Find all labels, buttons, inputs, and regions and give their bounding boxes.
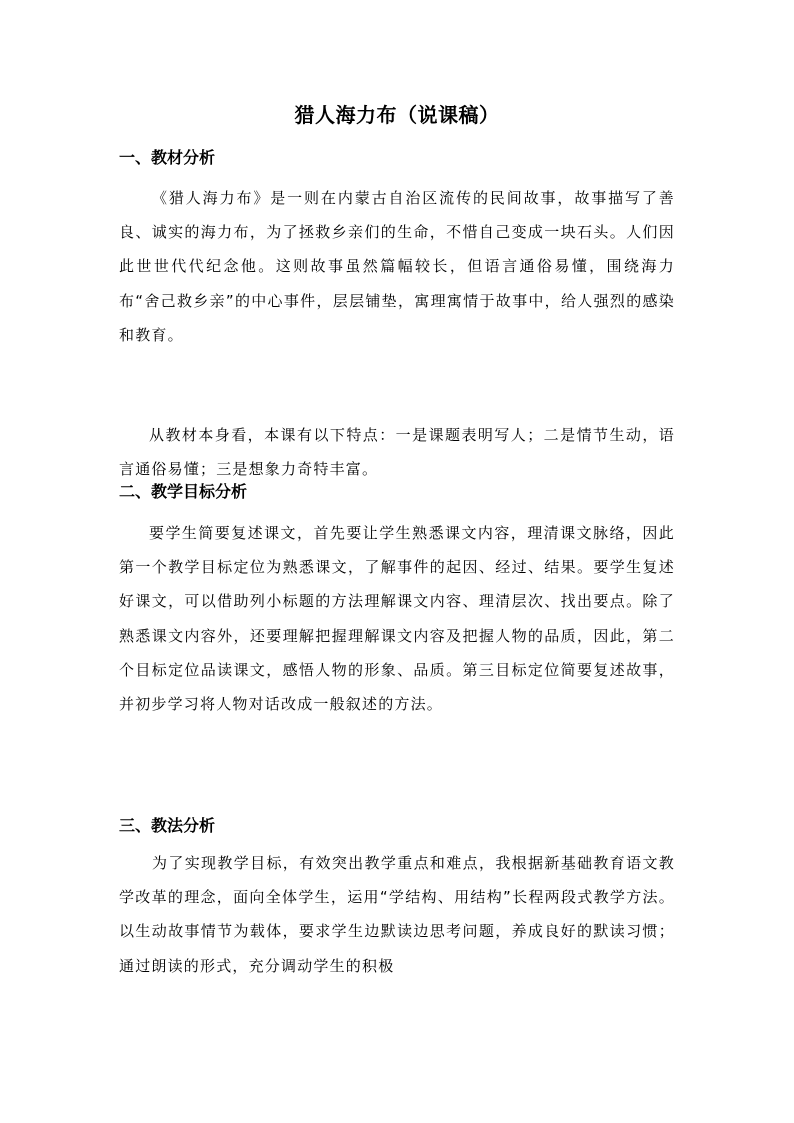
section-heading-teaching-goals: 二、教学目标分析 [119, 482, 248, 501]
paragraph-textbook-analysis-2: 从教材本身看，本课有以下特点：一是课题表明写人；二是情节生动，语言通俗易懂；三是想象力奇特丰富。 [119, 426, 675, 479]
paragraph-textbook-analysis-1: 《猎人海力布》是一则在内蒙古自治区流传的民间故事，故事描写了善良、诚实的海力布，为了拯救乡亲们的生命，不惜自己变成一块石头。人们因此世世代代纪念他。这则故事虽然篇幅较长，但语言通俗易懂，围绕海力布“舍己救乡亲”的中心事件，层层铺垫，寓理寓情于故事中，给人强烈的感染和教育。 [119, 189, 675, 344]
section-heading-teaching-methods: 三、教法分析 [119, 816, 216, 835]
paragraph-teaching-methods-1: 为了实现教学目标，有效突出教学重点和难点，我根据新基础教育语文教学改革的理念，面向全体学生，运用“学结构、用结构”长程两段式教学方法。以生动故事情节为载体，要求学生边默读边思考问题，养成良好的默读习惯；通过朗读的形式，充分调动学生的积极 [119, 854, 675, 975]
paragraph-teaching-goals-1: 要学生简要复述课文，首先要让学生熟悉课文内容，理清课文脉络，因此第一个教学目标定位为熟悉课文，了解事件的起因、经过、结果。要学生复述好课文，可以借助列小标题的方法理解课文内容、理清层次、找出要点。除了熟悉课文内容外，还要理解把握理解课文内容及把握人物的品质，因此，第二个目标定位品读课文，感悟人物的形象、品质。第三目标定位简要复述故事，并初步学习将人物对话改成一般叙述的方法。 [119, 524, 675, 714]
document-title: 猎人海力布（说课稿） [294, 103, 500, 127]
section-heading-textbook-analysis: 一、教材分析 [119, 148, 216, 167]
